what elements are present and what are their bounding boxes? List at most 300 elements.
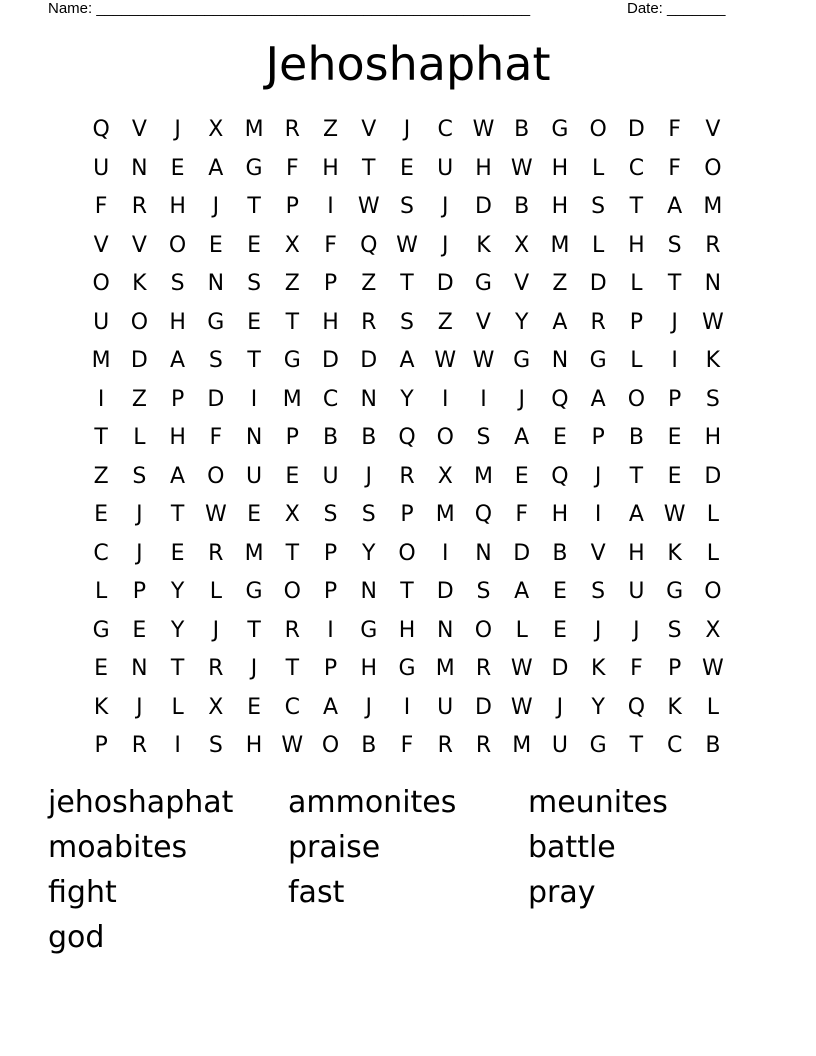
grid-letter: X — [514, 232, 530, 258]
grid-letter: Y — [591, 694, 605, 720]
grid-letter: K — [93, 694, 109, 720]
grid-letter: F — [630, 656, 643, 682]
page-title: Jehoshaphat — [265, 37, 551, 91]
grid-letter: K — [705, 348, 721, 374]
grid-letter: S — [170, 271, 185, 297]
grid-letter: C — [284, 694, 300, 720]
grid-letter: T — [285, 540, 300, 566]
grid-letter: R — [705, 232, 721, 258]
grid-letter: D — [474, 694, 492, 720]
grid-letter: R — [399, 463, 415, 489]
grid-letter: S — [591, 579, 606, 605]
grid-letter: I — [250, 386, 258, 412]
grid-letter: U — [246, 463, 263, 489]
grid-letter: W — [701, 309, 724, 335]
grid-letter: K — [590, 656, 606, 682]
grid-letter: T — [400, 579, 414, 605]
grid-letter: J — [136, 502, 143, 528]
grid-letter: F — [668, 117, 681, 143]
grid-letter: R — [437, 733, 453, 759]
grid-letter: I — [441, 540, 449, 566]
grid-letter: Z — [361, 271, 377, 297]
grid-row — [82, 188, 732, 227]
grid-letter: I — [97, 386, 105, 412]
grid-letter: H — [245, 733, 263, 759]
grid-letter: N — [131, 656, 148, 682]
grid-row — [82, 612, 732, 651]
grid-letter: O — [130, 309, 149, 335]
grid-letter: S — [208, 348, 223, 374]
grid-row — [82, 535, 732, 574]
grid-letter: O — [398, 540, 416, 566]
grid-letter: W — [663, 502, 686, 528]
grid-letter: L — [630, 271, 643, 297]
grid-letter: A — [552, 309, 568, 335]
grid-letter: Q — [92, 117, 110, 143]
word-bank-item: god — [48, 920, 105, 955]
grid-letter: F — [515, 502, 529, 528]
grid-letter: Q — [398, 425, 416, 451]
grid-letter: D — [130, 348, 148, 374]
grid-row — [82, 381, 732, 420]
grid-letter: B — [361, 733, 377, 759]
grid-letter: M — [703, 194, 723, 220]
grid-letter: J — [136, 694, 143, 720]
grid-row — [82, 496, 732, 535]
grid-letter: W — [434, 348, 457, 374]
grid-letter: P — [132, 579, 146, 605]
grid-letter: L — [133, 425, 146, 451]
grid-letter: T — [629, 733, 644, 759]
grid-letter: T — [362, 155, 376, 181]
grid-letter: S — [667, 617, 682, 643]
grid-letter: A — [667, 194, 683, 220]
grid-row — [82, 342, 732, 381]
grid-letter: L — [171, 694, 184, 720]
grid-letter: D — [207, 386, 225, 412]
grid-row — [82, 227, 732, 266]
grid-letter: N — [475, 540, 492, 566]
grid-letter: S — [476, 425, 491, 451]
word-bank-item: ammonites — [288, 785, 457, 820]
grid-letter: J — [518, 386, 525, 412]
grid-row — [82, 727, 732, 766]
grid-letter: O — [168, 232, 187, 258]
grid-letter: J — [556, 694, 564, 720]
grid-letter: G — [92, 617, 110, 643]
grid-letter: G — [551, 117, 569, 143]
grid-letter: I — [174, 733, 181, 759]
grid-letter: D — [322, 348, 339, 374]
grid-letter: J — [250, 656, 258, 682]
grid-letter: Y — [170, 579, 185, 605]
grid-letter: L — [592, 232, 605, 258]
grid-row — [82, 265, 732, 304]
grid-letter: L — [630, 348, 643, 374]
grid-letter: H — [551, 194, 569, 220]
grid-letter: B — [514, 117, 530, 143]
grid-letter: D — [704, 463, 722, 489]
grid-letter: G — [513, 348, 531, 374]
grid-letter: Q — [551, 463, 569, 489]
grid-letter: V — [131, 232, 147, 258]
grid-letter: G — [245, 155, 263, 181]
grid-letter: E — [170, 155, 185, 181]
word-bank — [48, 780, 768, 960]
grid-letter: E — [514, 463, 529, 489]
grid-letter: F — [94, 194, 108, 220]
grid-letter: L — [592, 155, 605, 181]
grid-letter: N — [436, 617, 454, 643]
grid-letter: H — [704, 425, 722, 451]
grid-letter: T — [400, 271, 414, 297]
grid-letter: R — [131, 733, 147, 759]
grid-letter: T — [285, 309, 300, 335]
grid-letter: E — [400, 155, 414, 181]
grid-letter: M — [244, 540, 264, 566]
grid-letter: H — [322, 155, 339, 181]
grid-letter: Q — [551, 386, 569, 412]
grid-letter: R — [284, 617, 300, 643]
grid-letter: K — [132, 271, 147, 297]
grid-letter: D — [513, 540, 531, 566]
grid-letter: N — [207, 271, 225, 297]
grid-letter: E — [94, 656, 109, 682]
grid-letter: K — [667, 540, 682, 566]
grid-letter: V — [590, 540, 606, 566]
grid-letter: G — [589, 348, 607, 374]
grid-letter: J — [594, 617, 602, 643]
grid-letter: A — [322, 694, 339, 720]
grid-letter: S — [361, 502, 376, 528]
grid-letter: N — [245, 425, 263, 451]
grid-letter: O — [474, 617, 493, 643]
grid-letter: P — [629, 309, 644, 335]
grid-letter: T — [247, 194, 261, 220]
grid-row — [82, 573, 732, 612]
grid-letter: X — [208, 694, 224, 720]
grid-letter: V — [705, 117, 721, 143]
grid-letter: O — [704, 579, 722, 605]
letter-grid — [82, 111, 732, 766]
grid-letter: R — [590, 309, 606, 335]
grid-letter: V — [475, 309, 491, 335]
grid-letter: Z — [93, 463, 109, 489]
grid-letter: R — [208, 540, 224, 566]
word-bank-item: meunites — [528, 785, 668, 820]
grid-letter: M — [512, 733, 532, 759]
grid-letter: W — [510, 155, 533, 181]
grid-letter: H — [551, 502, 569, 528]
grid-letter: H — [628, 540, 645, 566]
grid-letter: A — [399, 348, 415, 374]
grid-letter: H — [628, 232, 645, 258]
grid-letter: I — [441, 386, 449, 412]
grid-letter: O — [283, 579, 301, 605]
grid-letter: D — [360, 348, 378, 374]
grid-letter: Z — [322, 117, 339, 143]
grid-letter: A — [590, 386, 606, 412]
grid-letter: X — [705, 617, 721, 643]
grid-letter: W — [701, 656, 724, 682]
grid-letter: H — [169, 309, 186, 335]
grid-letter: C — [322, 386, 339, 412]
grid-letter: H — [360, 656, 378, 682]
grid-letter: B — [514, 194, 530, 220]
grid-letter: E — [170, 540, 185, 566]
grid-letter: H — [169, 194, 186, 220]
grid-letter: J — [365, 694, 372, 720]
grid-letter: A — [170, 348, 186, 374]
grid-letter: T — [629, 194, 644, 220]
grid-letter: G — [207, 309, 225, 335]
grid-row — [82, 150, 732, 189]
grid-letter: L — [706, 540, 719, 566]
grid-letter: U — [93, 155, 110, 181]
grid-letter: S — [400, 309, 414, 335]
grid-letter: E — [285, 463, 300, 489]
grid-letter: R — [475, 733, 492, 759]
grid-letter: P — [667, 656, 682, 682]
name-field-label: Name: ____________________________________________________ — [48, 0, 531, 17]
grid-letter: J — [671, 309, 678, 335]
word-bank-item: battle — [528, 830, 616, 865]
grid-letter: N — [551, 348, 569, 374]
grid-letter: L — [515, 617, 528, 643]
grid-letter: P — [323, 540, 338, 566]
grid-letter: S — [247, 271, 262, 297]
grid-letter: D — [551, 656, 569, 682]
grid-letter: D — [589, 271, 607, 297]
grid-letter: O — [207, 463, 225, 489]
grid-row — [82, 458, 732, 497]
grid-letter: D — [474, 194, 492, 220]
grid-letter: Z — [131, 386, 147, 412]
grid-letter: F — [209, 425, 223, 451]
grid-letter: I — [594, 502, 602, 528]
grid-row — [82, 419, 732, 458]
grid-letter: R — [361, 309, 377, 335]
grid-letter: B — [705, 733, 721, 759]
grid-letter: J — [441, 194, 449, 220]
grid-letter: T — [247, 348, 261, 374]
grid-letter: R — [475, 656, 492, 682]
grid-letter: Y — [170, 617, 185, 643]
grid-letter: I — [327, 194, 334, 220]
word-bank-item: moabites — [48, 830, 188, 865]
grid-letter: A — [170, 463, 186, 489]
grid-letter: S — [208, 733, 223, 759]
grid-letter: A — [514, 425, 530, 451]
grid-letter: V — [514, 271, 530, 297]
grid-letter: P — [400, 502, 414, 528]
grid-letter: E — [247, 309, 261, 335]
grid-letter: I — [403, 694, 411, 720]
grid-letter: W — [204, 502, 227, 528]
grid-letter: E — [208, 232, 223, 258]
grid-letter: X — [208, 117, 224, 143]
word-bank-item: jehoshaphat — [48, 785, 234, 820]
grid-letter: J — [633, 617, 640, 643]
grid-letter: D — [436, 579, 454, 605]
grid-letter: P — [94, 733, 108, 759]
grid-letter: Q — [627, 694, 646, 720]
grid-letter: H — [322, 309, 339, 335]
grid-letter: O — [704, 155, 722, 181]
grid-letter: W — [510, 656, 533, 682]
grid-letter: S — [323, 502, 338, 528]
grid-letter: H — [551, 155, 569, 181]
grid-letter: O — [589, 117, 607, 143]
grid-letter: Q — [360, 232, 378, 258]
grid-letter: U — [93, 309, 110, 335]
grid-letter: E — [94, 502, 109, 528]
grid-letter: J — [212, 617, 220, 643]
grid-letter: C — [666, 733, 683, 759]
grid-letter: S — [667, 232, 682, 258]
grid-letter: P — [667, 386, 682, 412]
grid-letter: E — [552, 579, 567, 605]
grid-letter: A — [514, 579, 530, 605]
grid-letter: P — [323, 656, 338, 682]
grid-letter: R — [208, 656, 224, 682]
grid-letter: C — [628, 155, 645, 181]
grid-letter: X — [437, 463, 453, 489]
grid-letter: I — [480, 386, 487, 412]
grid-letter: T — [629, 463, 644, 489]
grid-letter: T — [94, 425, 108, 451]
grid-letter: J — [594, 463, 602, 489]
grid-letter: E — [132, 617, 147, 643]
grid-letter: Z — [437, 309, 453, 335]
grid-letter: F — [285, 155, 299, 181]
grid-letter: K — [476, 232, 491, 258]
grid-letter: Z — [284, 271, 300, 297]
grid-letter: T — [667, 271, 682, 297]
grid-letter: J — [212, 194, 220, 220]
grid-letter: N — [131, 155, 148, 181]
grid-letter: Y — [400, 386, 414, 412]
grid-letter: V — [131, 117, 147, 143]
grid-letter: L — [706, 694, 719, 720]
grid-letter: W — [281, 733, 304, 759]
grid-letter: B — [361, 425, 377, 451]
grid-letter: M — [473, 463, 493, 489]
grid-letter: E — [247, 694, 261, 720]
grid-letter: B — [552, 540, 568, 566]
grid-letter: L — [209, 579, 222, 605]
grid-letter: T — [285, 656, 300, 682]
grid-letter: F — [400, 733, 414, 759]
grid-letter: R — [131, 194, 147, 220]
grid-letter: G — [360, 617, 378, 643]
grid-letter: W — [396, 232, 418, 258]
date-field-label: Date: _______ — [627, 0, 726, 17]
grid-letter: H — [169, 425, 186, 451]
word-bank-item: praise — [288, 830, 381, 865]
grid-row — [82, 650, 732, 689]
grid-letter: X — [284, 232, 300, 258]
grid-letter: V — [361, 117, 377, 143]
grid-letter: A — [208, 155, 224, 181]
grid-letter: C — [437, 117, 453, 143]
word-bank-item: fight — [48, 875, 117, 910]
grid-letter: S — [476, 579, 491, 605]
grid-letter: G — [589, 733, 607, 759]
grid-letter: P — [323, 579, 338, 605]
grid-letter: P — [285, 194, 299, 220]
grid-letter: T — [170, 656, 185, 682]
grid-letter: C — [93, 540, 109, 566]
grid-letter: U — [628, 579, 645, 605]
grid-letter: F — [668, 155, 681, 181]
grid-letter: I — [671, 348, 678, 374]
grid-letter: O — [627, 386, 646, 412]
grid-letter: O — [436, 425, 454, 451]
grid-letter: E — [667, 425, 682, 451]
grid-letter: S — [400, 194, 414, 220]
grid-letter: J — [174, 117, 181, 143]
grid-letter: M — [435, 656, 455, 682]
grid-letter: U — [322, 463, 339, 489]
grid-letter: J — [365, 463, 372, 489]
grid-letter: M — [435, 502, 455, 528]
grid-letter: N — [704, 271, 722, 297]
grid-row — [82, 111, 732, 150]
grid-letter: J — [441, 232, 449, 258]
grid-letter: Y — [362, 540, 376, 566]
grid-letter: U — [551, 733, 568, 759]
grid-letter: P — [170, 386, 185, 412]
grid-letter: B — [322, 425, 339, 451]
grid-letter: S — [705, 386, 720, 412]
grid-letter: H — [475, 155, 492, 181]
grid-letter: J — [136, 540, 143, 566]
grid-letter: J — [403, 117, 411, 143]
grid-letter: T — [170, 502, 185, 528]
grid-letter: E — [552, 425, 567, 451]
grid-letter: P — [591, 425, 605, 451]
grid-letter: G — [398, 656, 416, 682]
grid-letter: E — [552, 617, 567, 643]
grid-letter: G — [245, 579, 263, 605]
grid-letter: P — [323, 271, 338, 297]
grid-letter: O — [321, 733, 340, 759]
grid-letter: A — [628, 502, 644, 528]
grid-letter: L — [94, 579, 108, 605]
grid-letter: P — [285, 425, 299, 451]
grid-letter: O — [92, 271, 110, 297]
grid-letter: W — [510, 694, 533, 720]
grid-letter: G — [283, 348, 301, 374]
grid-row — [82, 304, 732, 343]
grid-letter: E — [667, 463, 682, 489]
grid-letter: U — [437, 155, 454, 181]
grid-letter: K — [667, 694, 682, 720]
grid-row — [82, 689, 732, 728]
grid-letter: V — [93, 232, 109, 258]
grid-letter: S — [591, 194, 606, 220]
grid-letter: E — [247, 502, 261, 528]
grid-letter: M — [550, 232, 570, 258]
grid-letter: D — [627, 117, 645, 143]
grid-letter: W — [357, 194, 380, 220]
grid-letter: L — [706, 502, 719, 528]
grid-letter: Z — [552, 271, 568, 297]
grid-letter: N — [360, 579, 377, 605]
word-bank-item: pray — [528, 875, 596, 910]
grid-letter: N — [360, 386, 377, 412]
